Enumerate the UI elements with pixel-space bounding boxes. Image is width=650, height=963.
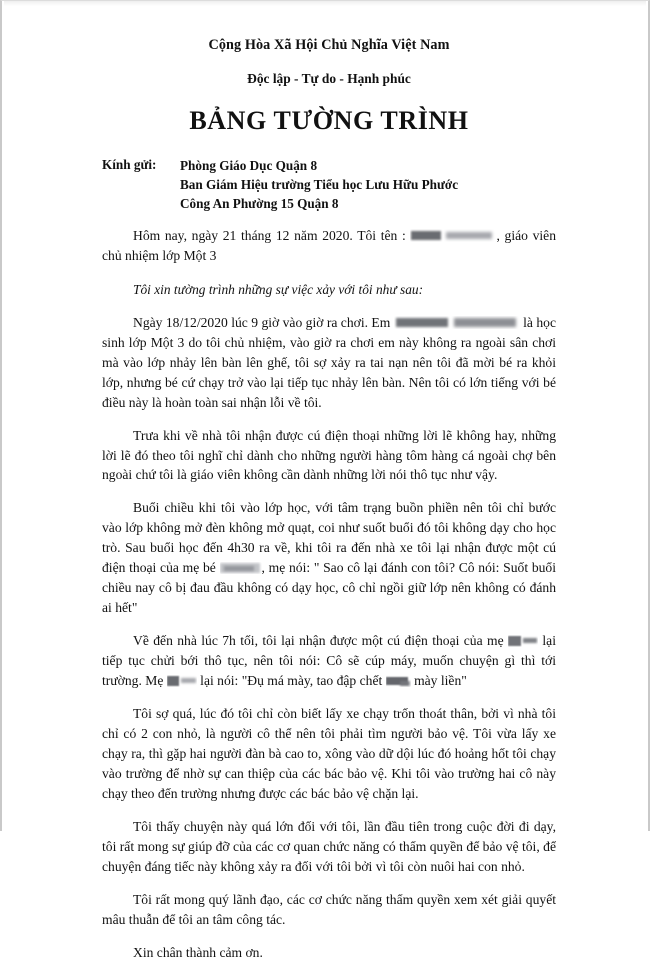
paragraph-3 bbox=[102, 498, 556, 618]
page-title: BẢNG TƯỜNG TRÌNH bbox=[189, 106, 469, 135]
p1-part2: là học sinh lớp Một 3 do tôi chủ nhiệm, vào giờ ra chơi em này không ra ngoài sân chơi mà vào lớp nhảy lên bàn lên ghế, tôi sợ xảy ra tai nạn nên tôi đã mời bé ra khỏi lớp, nhưng bé cứ chạy trở vào lại tiếp tục nhảy lên bàn. Nên tôi có lớn tiếng với bé điều này là hoàn toàn sai nhận lỗi về tôi. bbox=[102, 314, 556, 410]
paragraph-6: Tôi thấy chuyện này quá lớn đối với tôi, lần đầu tiên trong cuộc đời đi dạy, tôi rất mong sự giúp đỡ của các cơ quan chức năng có thẩm quyền để bảo vệ tôi, để chuyện đáng tiếc này không xảy ra đối với tôi bởi vì tôi còn nuôi hai con nhỏ. bbox=[102, 819, 556, 874]
closing-thanks: Xin chân thành cảm ơn. bbox=[133, 944, 263, 960]
paragraph-1 bbox=[102, 313, 556, 413]
document-body bbox=[102, 226, 556, 963]
paragraph-2: Trưa khi về nhà tôi nhận được cú điện thoại những lời lẽ không hay, những lời lẽ đó theo tôi nghĩ chỉ dành cho những người hàng tôm hàng cá ngoài chợ bên ngoài chứ tôi là giáo viên không cần dành những lời nói thô tục như vậy. bbox=[102, 427, 556, 483]
paragraph-4 bbox=[102, 631, 556, 691]
intro-before-name: Hôm nay, ngày 21 tháng 12 năm 2020. Tôi tên : bbox=[133, 228, 411, 244]
p4-part1: Về đến nhà lúc 7h tối, tôi lại nhận được một cú điện thoại của mẹ bbox=[133, 633, 509, 649]
p4-part2: lại tiếp tục chửi bới thô tục, nên tôi nói: Cô sẽ cúp máy, muốn chuyện gì thì tới trường. Mẹ bbox=[102, 633, 556, 689]
p3-part2: , mẹ nói: " Sao cô lại đánh con tôi? Cô nói: Suốt buổi chiều nay cô bị đau đầu không có dạy học, cô chỉ ngồi giữ lớp nên không có đánh ai hết" bbox=[102, 560, 556, 616]
redacted-child-name bbox=[220, 562, 262, 574]
redacted-profanity bbox=[386, 675, 411, 687]
recipient-item-2: Công An Phường 15 Quận 8 bbox=[180, 195, 339, 211]
redacted-student-name bbox=[394, 316, 520, 329]
p4-part3: lại nói: "Đụ má mày, tao đập chết bbox=[196, 673, 386, 689]
recipients-label: Kính gửi: bbox=[102, 157, 157, 173]
intro-paragraph bbox=[102, 226, 556, 266]
redacted-author-name bbox=[410, 229, 496, 242]
recipient-item-1: Ban Giám Hiệu trường Tiểu học Lưu Hữu Phước bbox=[180, 176, 459, 192]
recipients-list bbox=[180, 157, 458, 213]
p1-part1: Ngày 18/12/2020 lúc 9 giờ vào giờ ra chơi. Em bbox=[133, 314, 394, 330]
paragraph-7: Tôi rất mong quý lãnh đạo, các cơ chức năng thẩm quyền xem xét giải quyết mâu thuẫn để tôi an tâm công tác. bbox=[102, 891, 556, 927]
recipients-block bbox=[102, 157, 556, 213]
p4-part4: mày liền" bbox=[410, 673, 467, 689]
intro-after-name: , giáo viên chủ nhiệm lớp Một 3 bbox=[102, 228, 556, 264]
paragraph-5: Tôi sợ quá, lúc đó tôi chỉ còn biết lấy xe chạy trốn thoát thân, bởi vì nhà tôi chỉ có 2 con nhỏ, là người cô thể nên tôi phải tìm người bảo vệ. Tôi vừa lấy xe chạy ra, thì gặp hai người đàn bà cao to, xông vào dữ dội lúc đó hoảng hốt tôi chạy vào trường để nhờ sự can thiệp của các bác bảo vệ. Khi tôi vào trường hai cô này chạy theo đến trường nhưng được các bác bảo vệ chặn lại. bbox=[102, 706, 556, 802]
national-heading-line2: Độc lập - Tự do - Hạnh phúc bbox=[247, 71, 411, 86]
redacted-mother-name-1 bbox=[508, 635, 538, 647]
redacted-mother-name-2 bbox=[167, 675, 197, 687]
statement-line: Tôi xin tường trình những sự việc xảy với tôi như sau: bbox=[133, 282, 424, 298]
document-sheet bbox=[2, 1, 648, 963]
p3-part1: Buổi chiều khi tôi vào lớp học, với tâm trạng buồn phiền nên tôi chỉ bước vào lớp không mở đèn không mở quạt, coi như suốt buổi đó tôi không dạy cho học trò. Sau buổi học đến 4h30 ra về, khi tôi ra đến nhà xe tôi lại nhận được một cú điện thoại của mẹ bé bbox=[102, 500, 556, 576]
national-heading-line1: Cộng Hòa Xã Hội Chủ Nghĩa Việt Nam bbox=[208, 37, 450, 53]
recipient-item-0: Phòng Giáo Dục Quận 8 bbox=[180, 158, 318, 174]
